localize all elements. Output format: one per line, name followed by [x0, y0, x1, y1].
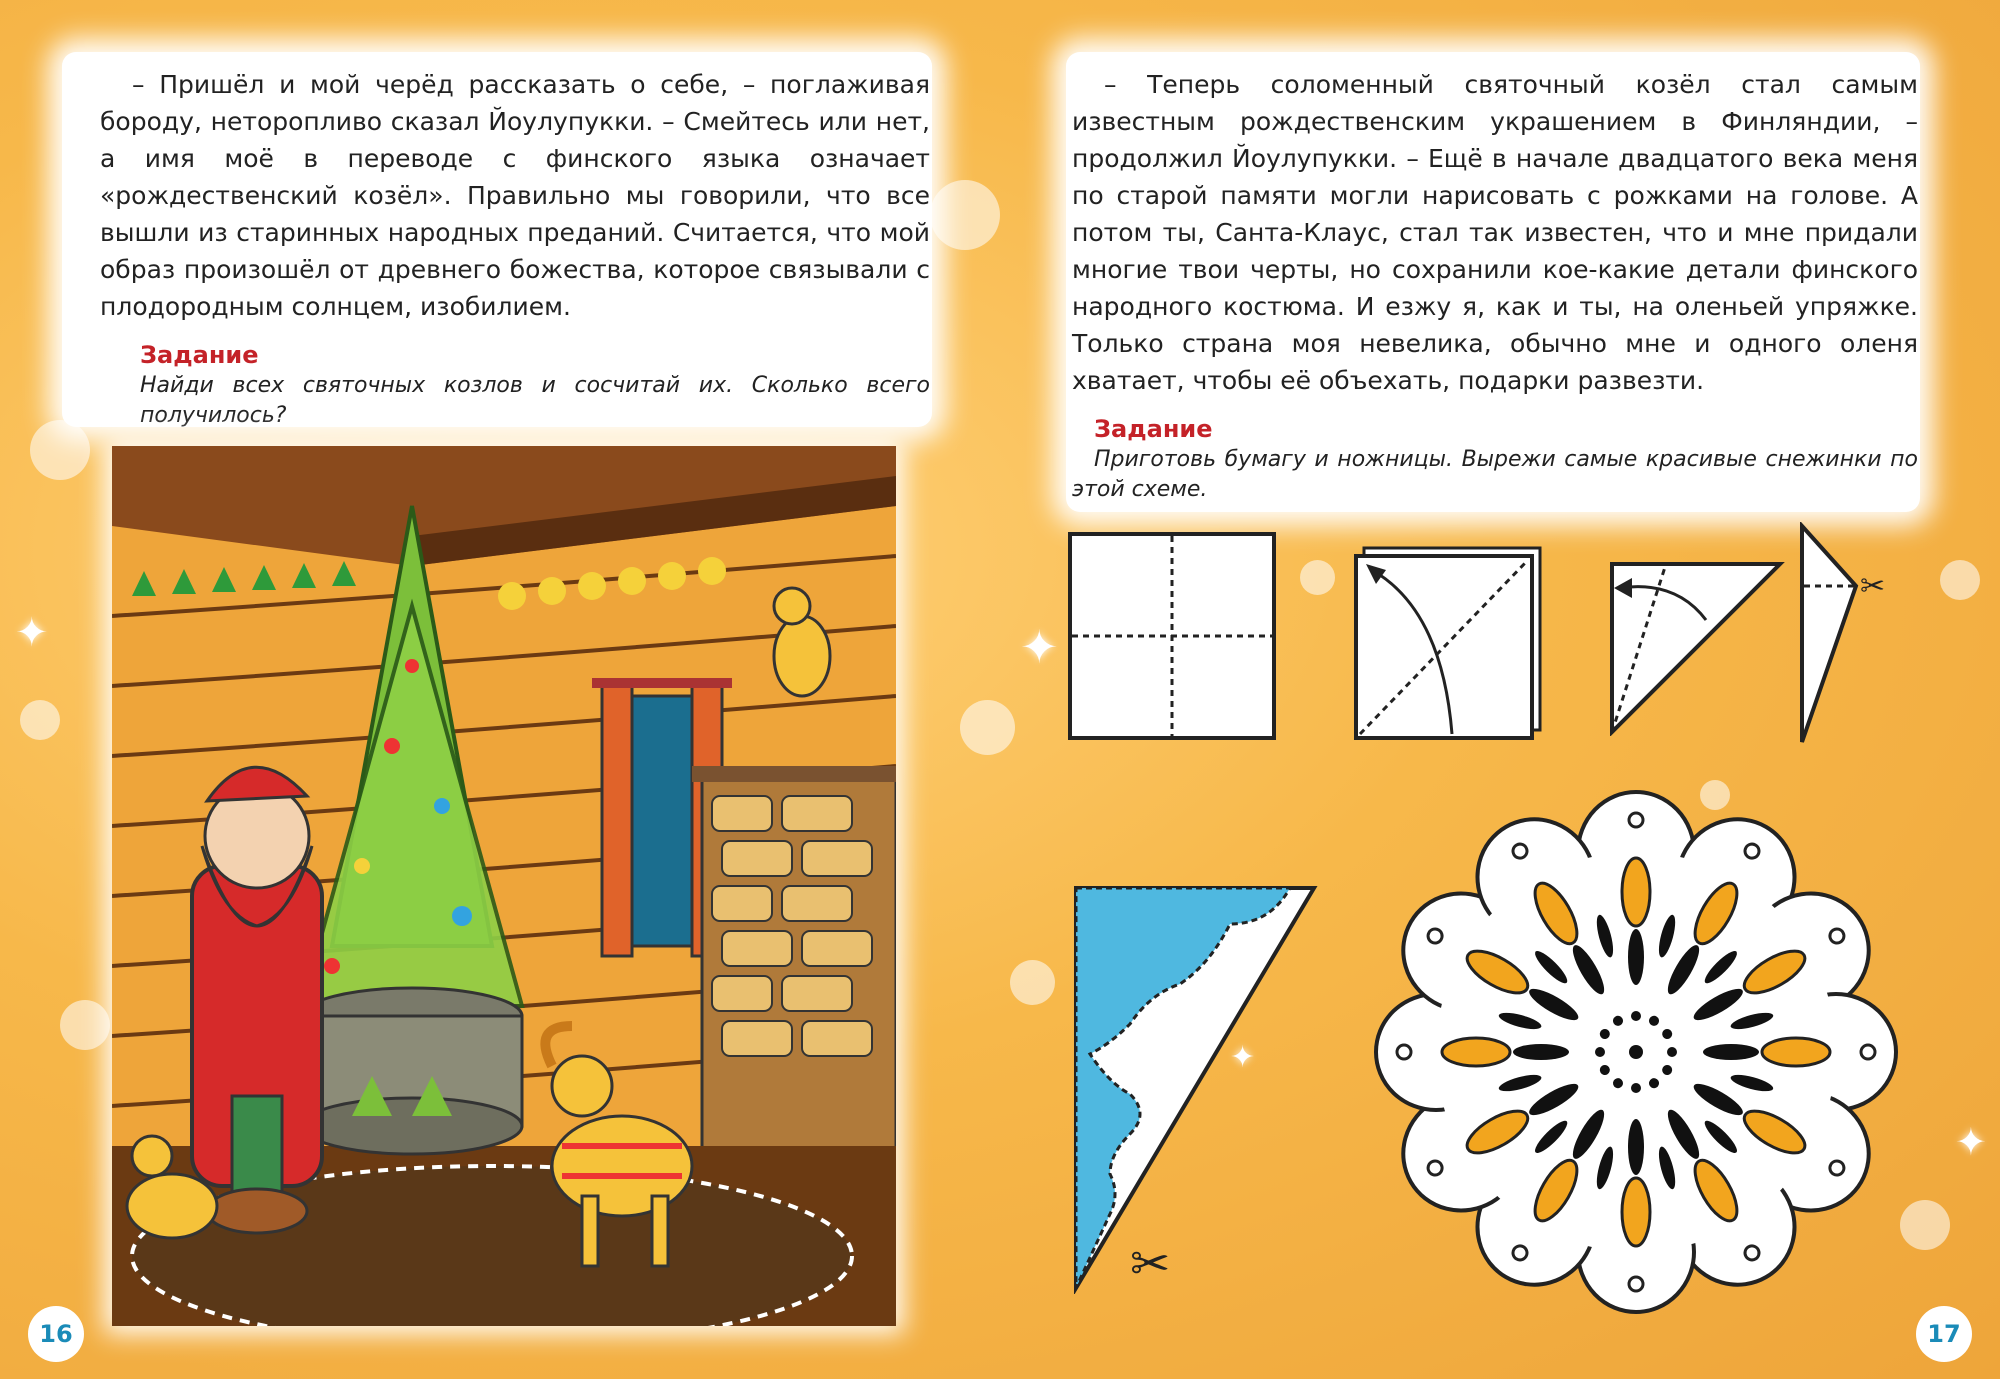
page-number-right: 17	[1916, 1306, 1972, 1362]
scissors-icon: ✂	[1130, 1236, 1171, 1292]
cut-template	[1070, 884, 1320, 1294]
page-number-left: 16	[28, 1306, 84, 1362]
fold-step-4	[1796, 522, 1896, 746]
left-task-title: Задание	[140, 341, 259, 369]
room-scene-image	[112, 446, 896, 1326]
left-task-text: Найди всех святочных козлов и сосчитай их. Сколько всего получилось?	[140, 373, 930, 428]
fold-step-1	[1068, 532, 1278, 742]
right-text-box	[1066, 52, 1920, 512]
joulupukki-illustration	[112, 446, 896, 1326]
right-task-text: Приготовь бумагу и ножницы. Вырежи самые красивые снежинки по этой схеме.	[1072, 447, 1918, 502]
scissors-icon: ✂	[1860, 569, 1886, 604]
left-paragraph: – Пришёл и мой черёд рассказать о себе, – поглаживая бороду, неторопливо сказал Йоулупукки. – Смейтесь или нет, а имя моё в переводе с финского языка означает «рождественский козёл». Правильно мы говорили, что все вышли из старинных народных преданий. Считается, что мой образ произошёл от древнего божества, которое связывали с плодородным солнцем, изобилием.	[100, 70, 930, 321]
right-paragraph: – Теперь соломенный святочный козёл стал самым известным рождественским украшением в Финляндии, – продолжил Йоулупукки. – Ещё в начале двадцатого века меня по старой памяти могли нарисовать с рожками на голове. А потом ты, Санта-Клаус, стал так известен, что и мне придали многие твои черты, но сохранили кое-какие детали финского народного костюма. И езжу я, как и ты, на оленьей упряжке. Только страна моя невелика, обычно мне и одного оленя хватает, чтобы её объехать, подарки развезти.	[1072, 70, 1918, 395]
fold-step-2	[1352, 540, 1548, 740]
right-task-title: Задание	[1094, 415, 1213, 443]
left-text-box	[62, 52, 932, 427]
fold-step-3	[1606, 560, 1786, 736]
snowflake-result	[1366, 782, 1906, 1322]
